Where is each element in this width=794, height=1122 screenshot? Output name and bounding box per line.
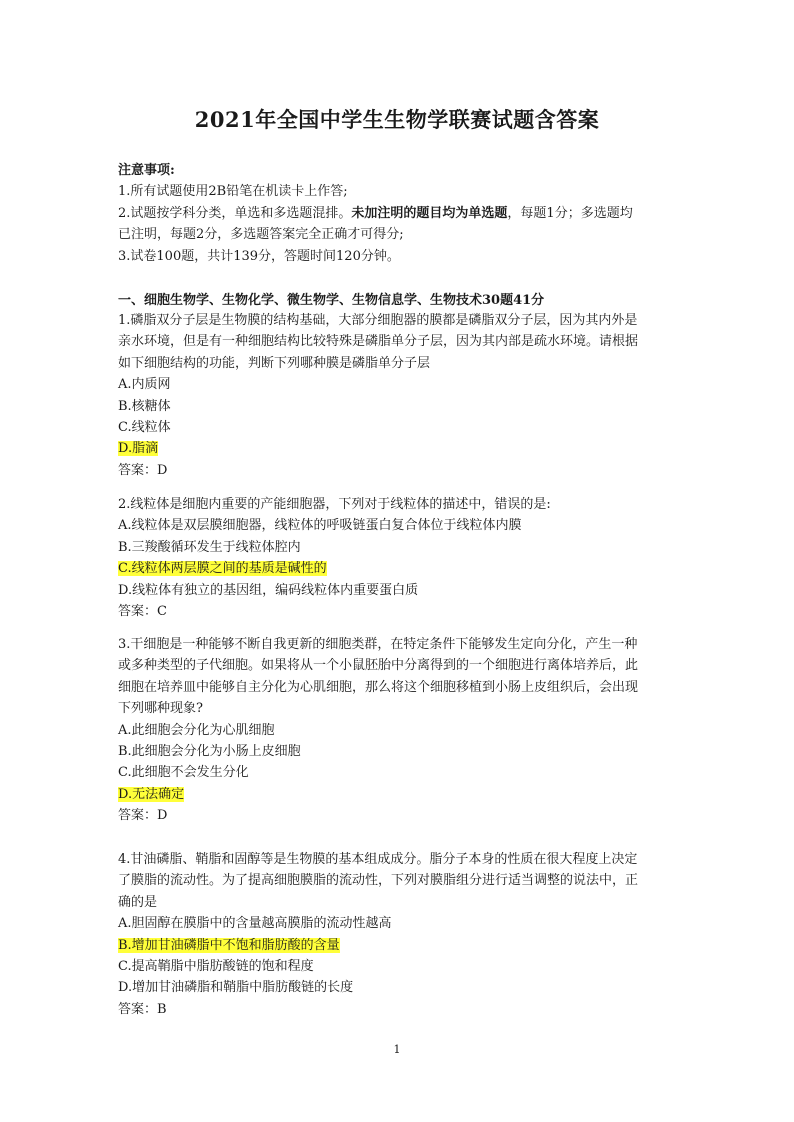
notes-block [118,160,678,267]
answer-line: 答案：D [118,808,168,824]
option-correct [118,935,690,956]
notes-line-part: 2.试题按学科分类，单选和多选题混排。 [118,205,352,221]
option-text: A.胆固醇在膜脂中的含量越高膜脂的流动性越高 [118,916,392,932]
question-block [118,849,690,1020]
option-text: B.三羧酸循环发生于线粒体腔内 [118,539,301,555]
page-title: 2021年全国中学生生物学联赛试题含答案 [194,107,600,132]
option-text: D.线粒体有独立的基因组，编码线粒体内重要蛋白质 [118,582,419,598]
question-block [118,494,690,622]
option [118,956,690,977]
option-text: D.增加甘油磷脂和鞘脂中脂肪酸链的长度 [118,980,354,996]
option-text: C.提高鞘脂中脂肪酸链的饱和程度 [118,959,314,975]
notes-heading: 注意事项: [118,163,175,178]
option [118,417,690,438]
answer-line: 答案：D [118,462,168,478]
option-text: C.此细胞不会发生分化 [118,765,249,781]
option [118,913,690,934]
question-stem-line: 了膜脂的流动性。为了提高细胞膜脂的流动性，下列对膜脂组分进行适当调整的说法中，正 [118,873,639,889]
option-text: C.线粒体 [118,420,171,436]
notes-line-part: ，每题1分；多选题均 [507,205,633,221]
question-stem-line: 确的是 [118,894,158,910]
option [118,720,690,741]
answer-line: 答案：C [118,604,167,620]
highlighted-option-text: C.线粒体两层膜之间的基质是碱性的 [118,561,327,577]
option [118,396,690,417]
option-correct [118,438,690,459]
option-correct [118,784,690,805]
section-heading: 一、细胞生物学、生物化学、微生物学、生物信息学、生物技术30题41分 [118,293,545,308]
question-stem-line: 1.磷脂双分子层是生物膜的结构基础，大部分细胞器的膜都是磷脂双分子层，因为其内外是 [118,313,638,328]
option [118,537,690,558]
option-text: A.内质网 [118,377,171,393]
answer-line: 答案：B [118,1001,167,1017]
option-text: B.此细胞会分化为小肠上皮细胞 [118,744,301,760]
option [118,762,690,783]
option [118,741,690,762]
notes-line: 1.所有试题使用2B铅笔在机读卡上作答; [118,184,348,200]
question-stem-line: 2.线粒体是细胞内重要的产能细胞器，下列对于线粒体的描述中，错误的是: [118,497,551,512]
option [118,374,690,395]
question-stem-line: 下列哪种现象? [118,701,203,717]
highlighted-option-text: D.脂滴 [118,441,159,457]
question-block [118,634,690,827]
highlighted-option-text: D.无法确定 [118,786,185,802]
question-stem-line: 或多种类型的子代细胞。如果将从一个小鼠胚胎中分离得到的一个细胞进行离体培养后，此 [118,658,639,674]
notes-emphasis: 未加注明的题目均为单选题 [351,205,508,221]
option [118,515,690,536]
highlighted-option-text: B.增加甘油磷脂中不饱和脂肪酸的含量 [118,937,340,953]
option [118,977,690,998]
question-stem-line: 3.干细胞是一种能够不断自我更新的细胞类群，在特定条件下能够发生定向分化，产生一种 [118,637,638,652]
option-text: A.线粒体是双层膜细胞器，线粒体的呼吸链蛋白复合体位于线粒体内膜 [118,518,522,534]
page-number: 1 [393,1043,401,1056]
notes-line: 已注明，每题2分，多选题答案完全正确才可得分; [118,227,404,243]
notes-line: 3.试卷100题，共计139分，答题时间120分钟。 [118,248,400,264]
question-stem-line: 亲水环境，但是有一种细胞结构比较特殊是磷脂单分子层，因为其内部是疏水环境。请根据 [118,334,639,350]
option [118,580,690,601]
option-text: A.此细胞会分化为心肌细胞 [118,722,275,738]
question-stem-line: 细胞在培养皿中能够自主分化为心肌细胞，那么将这个细胞移植到小肠上皮组织后，会出现 [118,679,639,695]
question-stem-line: 如下细胞结构的功能，判断下列哪种膜是磷脂单分子层 [118,355,431,371]
notes-line [118,203,678,224]
option-correct [118,558,690,579]
question-block [118,310,690,481]
option-text: B.核糖体 [118,398,171,414]
question-stem-line: 4.甘油磷脂、鞘脂和固醇等是生物膜的基本组成成分。脂分子本身的性质在很大程度上决定 [118,852,638,867]
